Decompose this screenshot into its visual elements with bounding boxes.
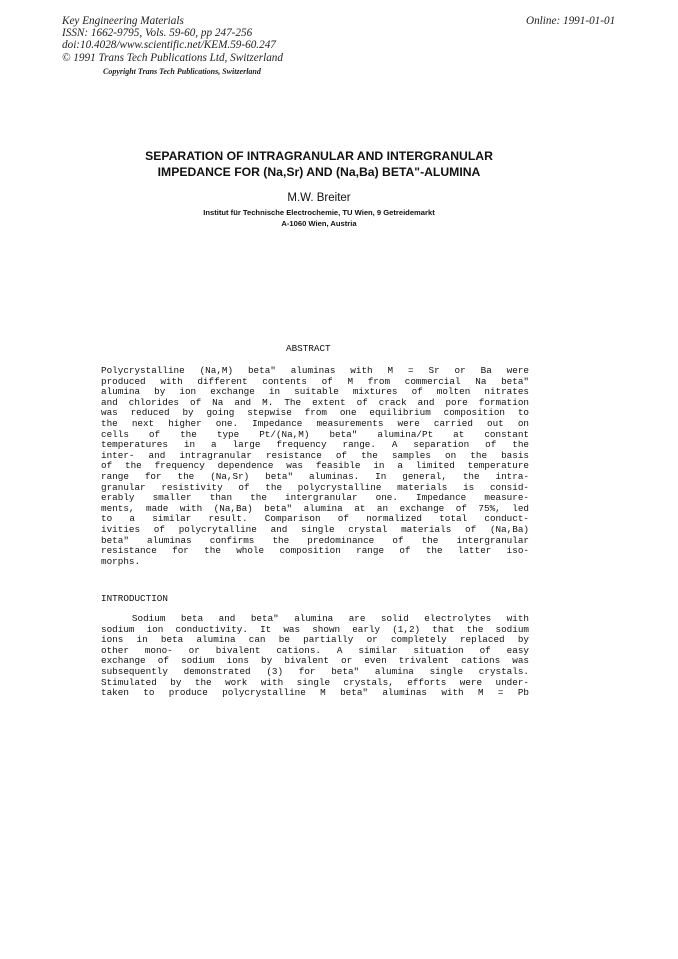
abstract-line: ivities of polycrytalline and single crystal materials of (Na,Ba) (101, 524, 529, 535)
introduction-line: ions in beta alumina can be partially or completely replaced by (101, 635, 529, 646)
abstract-line: erably smaller than the intergranular one. Impedance measure- (101, 493, 529, 504)
online-date: Online: 1991-01-01 (526, 15, 616, 27)
affiliation-line-1: Institut für Technische Electrochemie, TU Wien, 9 Getreidemarkt (203, 208, 435, 217)
abstract-line: to a similar result. Comparison of normalized total conduct- (101, 514, 529, 525)
abstract-line: granular resistivity of the polycrystalline materials is consid- (101, 482, 529, 493)
introduction-line: exchange of sodium ions by bivalent or even trivalent cations was (101, 656, 529, 667)
abstract-line: range for the (Na,Sr) beta" aluminas. In general, the intra- (101, 471, 529, 482)
abstract-text (101, 366, 529, 567)
abstract-line: temperatures in a large frequency range. A separation of the (101, 440, 529, 451)
abstract-line: beta" aluminas confirms the predominance of the intergranular (101, 535, 529, 546)
abstract-line: alumina by ion exchange in suitable mixtures of molten nitrates (101, 387, 529, 398)
publisher-line: © 1991 Trans Tech Publications Ltd, Switzerland (62, 51, 283, 64)
abstract-line: was reduced by going stepwise from one equilibrium composition to (101, 408, 529, 419)
affiliation-line-2: A-1060 Wien, Austria (281, 219, 357, 228)
introduction-text (101, 614, 529, 699)
introduction-line: other mono- or bivalent cations. A similar situation of easy (101, 645, 529, 656)
paper-title-line-2: IMPEDANCE FOR (Na,Sr) AND (Na,Ba) BETA"-ALUMINA (157, 165, 481, 179)
abstract-line: and chlorides of Na and M. The extent of crack and pore formation (101, 397, 529, 408)
paper-title-line-1: SEPARATION OF INTRAGRANULAR AND INTERGRANULAR (145, 149, 493, 163)
issn-line: ISSN: 1662-9795, Vols. 59-60, pp 247-256 (62, 27, 253, 40)
abstract-line: resistance for the whole composition range of the latter iso- (101, 546, 529, 557)
author-name: M.W. Breiter (287, 192, 351, 204)
abstract-line: cells of the type Pt/(Na,M) beta" alumina/Pt at constant (101, 429, 529, 440)
copyright-notice: Copyright Trans Tech Publications, Switzerland (103, 67, 261, 76)
abstract-line: inter- and intragranular resistance of the samples on the basis (101, 450, 529, 461)
introduction-line: sodium ion conductivity. It was shown early (1,2) that the sodium (101, 624, 529, 635)
journal-name: Key Engineering Materials (62, 15, 184, 27)
introduction-line: Sodium beta and beta" alumina are solid electrolytes with (101, 614, 529, 624)
abstract-line: morphs. (101, 556, 141, 567)
introduction-heading: INTRODUCTION (101, 593, 168, 604)
abstract-line: Polycrystalline (Na,M) beta" aluminas with M = Sr or Ba were (101, 366, 529, 376)
abstract-line: ments, made with (Na,Ba) beta" alumina at an exchange of 75%, led (101, 503, 529, 514)
abstract-line: the next higher one. Impedance measurements were carried out on (101, 418, 529, 429)
abstract-line: produced with different contents of M from commercial Na beta" (101, 376, 529, 387)
introduction-line: taken to produce polycrystalline M beta" aluminas with M = Pb (101, 688, 529, 699)
abstract-line: of the frequency dependence was feasible in a limited temperature (101, 461, 529, 472)
introduction-line: subsequently demonstrated (3) for beta" alumina single crystals. (101, 666, 529, 677)
introduction-line: Stimulated by the work with single crystals, efforts were under- (101, 677, 529, 688)
doi-line: doi:10.4028/www.scientific.net/KEM.59-60.247 (62, 39, 276, 52)
abstract-heading: ABSTRACT (286, 343, 331, 354)
